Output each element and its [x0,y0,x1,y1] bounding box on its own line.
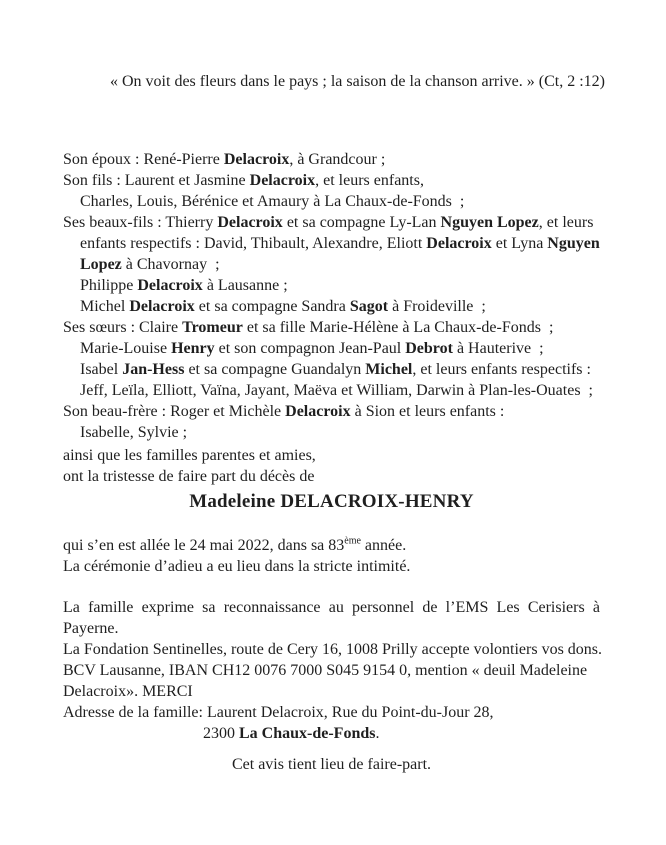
text-run: Isabel [80,361,123,378]
text-run: Philippe [80,277,138,294]
text-run: à Lausanne ; [202,277,288,294]
text-run: Ses beaux-fils : Thierry [63,214,218,231]
text-run: , et leurs enfants, [315,172,424,189]
family-surname-bold: Delacroix [223,151,290,168]
family-list-line [63,317,600,338]
scripture-quote: « On voit des fleurs dans le pays ; la saison de la chanson arrive. » (Ct, 2 :12) [110,73,605,90]
text-run: à Hauterive ; [452,340,544,357]
family-surname-bold: Lopez [80,256,122,273]
text-run: Isabelle, Sylvie ; [80,424,188,441]
family-surname-bold: Delacroix [426,235,492,252]
family-list-line [63,191,600,212]
postal-code: 2300 [203,725,239,742]
family-address-city-line [63,723,600,744]
family-list-line [63,275,600,296]
thanks-line-2: Payerne. [63,620,119,637]
footer-note: Cet avis tient lieu de faire-part. [231,756,432,773]
death-date-suffix: année. [360,537,407,554]
closing-line-families: ainsi que les familles parentes et amies, [63,447,316,464]
donations-foundation-line: La Fondation Sentinelles, route de Cery 16, 1008 Prilly accepte volontiers vos dons. [63,641,603,658]
family-surname-bold: Jan-Hess [122,361,185,378]
text-run: Son fils : Laurent et Jasmine [63,172,250,189]
text-run: à Froideville ; [388,298,486,315]
death-date-text: qui s’en est allée le 24 mai 2022, dans sa 83 [63,537,345,554]
family-surname-bold: Henry [171,340,215,357]
family-surname-bold: Delacroix [217,214,283,231]
family-surname-bold: Delacroix [137,277,203,294]
text-run: et sa compagne Ly-Lan [282,214,441,231]
text-run: et sa compagne Sandra [194,298,350,315]
family-list-line [63,380,600,401]
donations-iban-line: BCV Lausanne, IBAN CH12 0076 7000 S045 9154 0, mention « deuil Madeleine [63,662,588,679]
family-list-line [63,296,600,317]
text-run: et sa compagne Guandalyn [184,361,366,378]
family-surname-bold: Nguyen Lopez [440,214,539,231]
city-line-period: . [375,725,380,742]
ceremony-line: La cérémonie d’adieu a eu lieu dans la stricte intimité. [63,558,411,575]
text-run: Son beau-frère : Roger et Michèle [63,403,286,420]
family-surname-bold: Nguyen [547,235,600,252]
deceased-name: Madeleine DELACROIX-HENRY [189,491,474,512]
text-run: Michel [80,298,130,315]
family-list-line [63,254,600,275]
donations-mention-line: Delacroix». MERCI [63,683,193,700]
family-surname-bold: Delacroix [249,172,316,189]
family-list-line [63,170,600,191]
text-run: Ses sœurs : Claire [63,319,183,336]
text-run: à Chavornay ; [121,256,220,273]
family-list-line [63,233,600,254]
family-list-line [63,338,600,359]
donations-block [63,639,603,744]
text-run: enfants respectifs : David, Thibault, Alexandre, Eliott [80,235,427,252]
family-list-line [63,401,600,422]
family-surname-bold: Delacroix [285,403,351,420]
text-run: et Lyna [491,235,548,252]
family-list [63,149,600,443]
text-run: Son époux : René-Pierre [63,151,224,168]
family-list-line [63,149,600,170]
family-address-line: Adresse de la famille: Laurent Delacroix, Rue du Point-du-Jour 28, [63,704,494,721]
thanks-line-1: La famille exprime sa reconnaissance au personnel de l’EMS Les Cerisiers à [63,599,600,616]
city-name-bold: La Chaux-de-Fonds [239,725,376,742]
closing-lines [63,445,600,487]
text-run: Jeff, Leïla, Elliott, Vaïna, Jayant, Maëva et William, Darwin à Plan-les-Ouates ; [80,382,593,399]
text-run: Charles, Louis, Bérénice et Amaury à La Chaux-de-Fonds ; [80,193,465,210]
text-run: Marie-Louise [80,340,172,357]
text-run: , à Grandcour ; [289,151,386,168]
family-list-line [63,422,600,443]
thanks-paragraph [63,597,600,639]
death-date-line [63,535,600,556]
age-superscript: ème [344,535,361,547]
text-run: , et leurs [538,214,594,231]
text-run: et sa fille Marie-Hélène à La Chaux-de-Fonds ; [242,319,554,336]
closing-line-announce: ont la tristesse de faire part du décès de [63,468,315,485]
text-run: à Sion et leurs enfants : [350,403,505,420]
family-surname-bold: Debrot [405,340,453,357]
family-list-line [63,359,600,380]
family-surname-bold: Delacroix [129,298,195,315]
family-surname-bold: Sagot [349,298,389,315]
text-run: , et leurs enfants respectifs : [412,361,591,378]
family-list-line [63,212,600,233]
family-surname-bold: Tromeur [182,319,243,336]
family-surname-bold: Michel [365,361,413,378]
text-run: et son compagnon Jean-Paul [214,340,406,357]
death-info [63,535,600,577]
